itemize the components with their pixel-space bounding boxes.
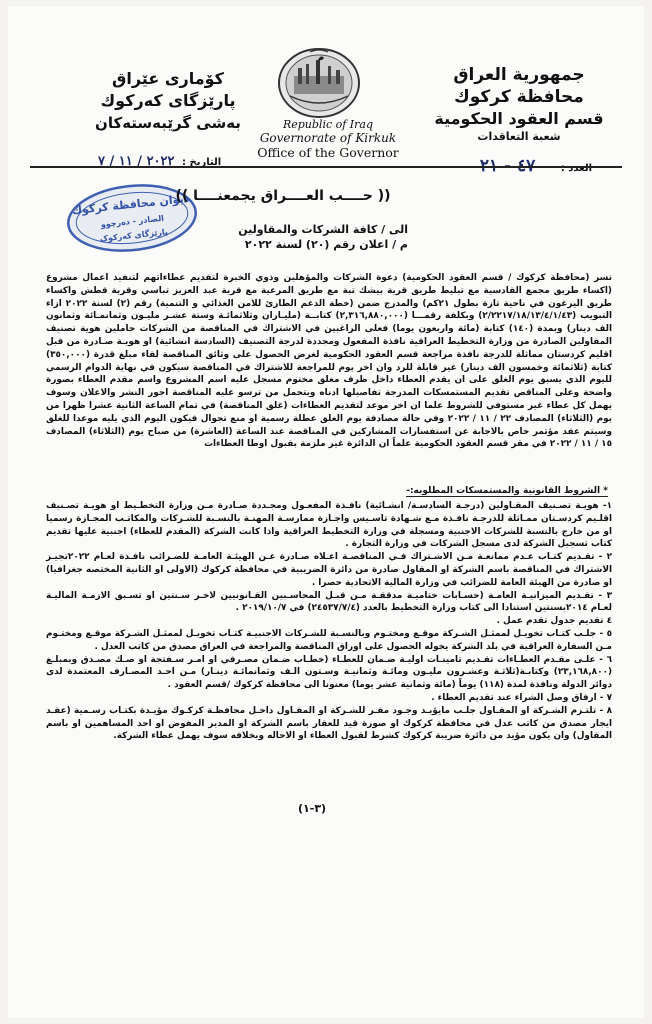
number-value: ٤٧ - ٢١ [479, 156, 536, 176]
letterhead-ku-department: بەشی گرێبەستەكان [95, 114, 241, 132]
letterhead-ar-department: قسم العقود الحكومية [434, 109, 604, 128]
english-letterhead [248, 118, 408, 161]
letterhead-en-country: Republic of Iraq [282, 118, 374, 131]
conditions-list [46, 500, 612, 743]
condition-item: ١- هويـة تصـنيف المقـاولين (درجـة السادسـة/ انشـائية) نافـذة المفعـول ومجـددة صـادرة مـن وزارة التخطـيط او هويـة تصـنيف اقلـيم كردسـتان ممـاثلة للدرجـة نافـذة مـع شـهادة تاسـيس واجـازة ممارسـة المهنـة بالنسـبة للشـركات والمكاتـب المجـازة رسميا او من خارج بالنسبة للشركات الاجنبية ومسجلة في وزارة التخطيط العراقية واذا كانت الشركة (المقدم للعطاء) اجنبية عليها تقديم كتاب تسجيل الشركة لدى مسجل الشركات في وزارة التجارة . [46, 501, 612, 550]
arabic-letterhead [424, 64, 614, 144]
kurdish-letterhead [88, 68, 248, 134]
kirkuk-emblem-icon [276, 46, 362, 120]
stamp-line-3: پارێزگای کەرکوک [99, 227, 169, 244]
addressee-block [168, 222, 408, 252]
letterhead-ar-governorate: محافظة كركوك [454, 87, 584, 107]
condition-item: ٣ - تقـديم الميزانيـة العامـة (حسـابات ختاميـة مدققـة مـن قبـل المحاسـبين القـانونيين لاخـر سـنتين او تسـبق الازمـة الماليـة لعـام ٢٠١٤بسنتين استنادا الى كتاب وزارة التخطيط بالعدد (٢٤٥٣٧/٧/٤) في ٢٠١٩/١٠/٧ . [46, 590, 612, 614]
stamp-line-1: ديوان محافظة كركوك [71, 191, 190, 218]
condition-item: ٥ - جلـب كتـاب تخويـل لممثـل الشـركة موقـع ومختـوم وبالنسـبة للشـركات الاجنبيـة كتـاب تخويـل لممثـل الشـركة موقـع ومختـوم مـن السفارة العراقية في بلد الشركة يخوله الحصول على اوراق المناقصة والمراجعة في العراق مصدق من كاتب العدل . [46, 628, 612, 652]
letterhead-en-governorate: Governorate of Kirkuk [259, 131, 397, 145]
condition-item: ٦ - علـى مقـدم العطـاءات تقـديم تامينـات اوليـة ضـمان للعطـاء (خطـاب ضـمان مصـرفي او امـر سـفتجة او صـك مصـدق وبمبلـغ (٢٣,١٦٨,٨٠٠) وكتابـة(ثلاثـة وعشـرون مليـون ومائـة وثمانيـة وسـتون الـف وثمانمائـة دينـار) مـن احـد المصـارف المعتمدة لدى دوائر الدولة ونافذة لمدة (١١٨) يوماً (مائة وثمانية عشر يوما) معنونا الى محافظة كركوك /قسم العقود . [46, 654, 612, 691]
date-label: التاريخ : [182, 157, 222, 168]
subject-line: م / اعلان رقم (٢٠) لسنة ٢٠٢٢ [244, 238, 408, 251]
slogan-banner: (( حــــب العــــراق يجمعنــــا )) [175, 188, 391, 204]
letterhead-ku-governorate: پارێزگای كەركوك [100, 91, 236, 110]
document-page [8, 6, 644, 1018]
stamp-line-2: الصادر - دەرچوو [100, 213, 165, 230]
conditions-heading: * الشروط القانونية والمستمسكات المطلوبه:- [406, 486, 608, 496]
condition-item: ٤ تقديم جدول تقدم عمل . [496, 616, 612, 627]
letterhead-ku-country: كۆماری عێراق [112, 69, 224, 88]
letterhead-ar-country: جمهورية العراق [453, 65, 585, 85]
page-indicator: (٣-١) [298, 802, 327, 815]
intro-text: تسر (محافظة كركوك / قسم العقود الحكومية) دعوة الشركات والمؤهلين وذوي الخبرة لتقديم عطاءاتهم لتنفيذ اعمال مشروع (اكساء طريق مجمع القادسية مع تبليط طريق قرية بيشك تبة مع طريق المرعية مع قرية عبد العزيز تباسي وقرية قطش واكساء طريق اليرغون في ناحية تازة بطول ٢١كم) والمدرج ضمن (خطة الدعم الطارئ للامن الغذائي و التنمية) رقم (٢) لسنة ٢٠٢٢ ازاء التبويب (٢/٢٢١٧/١٨/١٣/٤/١/٤٣) وبكلفة رقمـــا (٢,٣١٦,٨٨٠,٠٠٠) كتابــة (مليـاران وثلاثمائـة وستة عشـر مليـون وثمانمـائة وثمانون الف دينار) وبمدة (١٤٠) كتابة (مائة واربعون يوما) فعلى الراغبين في الاشتراك في المناقصة من الشركات حاملين هوية تصنيف المقاولين الصادرة من وزارة التخطيط العراقية نافذة المفعول ومجددة لدرجة التصنيف (السادسة انشائية) او هويـة صـادرة من قبل اقليم كردستان مماثلة للدرجة نافذة مراجعة قسم العقود الحكومية لغرض الحصول على وثائق المناقصة لقاء مبلغ قدرة (٣٥٠,٠٠٠) كتابة (ثلاثمائة وخمسون الف دينار) غير قابلة للرد وان اخر يوم للمراجعة للاشتراك في المناقصة سيكون في نهاية الدوام الرسمي لليوم الذي يسبق يوم الغلق على ان يقدم العطاء داخل ظرف مغلق مختوم مسجل عليه اسم المشروع واسم مقدم العطاء بصورة واضحة وعلى المناقص تقديم المستمسكات المدرجة تفاصيلها ادناه ويتحمل من ترسو عليه المناقصة اجور النشر والاعلان وسوف يهمل كل عطاء غير مستوفي للشروط علما ان اخر موعد لتقديم العطاءات (غلق المناقصة) في تمام الساعة الثانية عشرا ظهرا من يوم (الثلاثاء) المصادف ٢٢ / ١١ / ٢٠٢٢ وفي حالة مصادفة يوم الغلق عطلة رسمية او منع تجوال فيكون اليوم الذي يليه موعدا للغلق وسيتم عقد مؤتمر خاص بالاجابة عن استفسارات المشاركين في المناقصة عند الساعة (العاشرة) من صباح يوم (الثلاثاء) المصادف ١٥ / ١١ / ٢٠٢٢ في مقر قسم العقود الحكومية علماً ان الدائرة غير ملزمة بقبول اوطا العطاءات [46, 273, 613, 450]
date-value: ٢٠٢٢ / ١١ / ٧ [98, 154, 175, 169]
condition-item: ٨ - تلتـزم الشـركة او المقـاول جلـب مايؤيـد وجـود مقـر للشـركة او المقـاول داخـل محافظـة كركـوك مؤيـدة بكتـاب رسـمية (عقـد ايجار مصدق من كاتب عدل في محافظة كركوك او صورة قيد للعقار باسم الشركة او المدير المفوض او احد المساهمين او باسم المقاول) وان يكون مؤيد من دائرة ضريبة كركوك كشرط لقبول العطاء او الاحاله وبخلافه سوف يهمل عطاء الشركة. [46, 705, 612, 742]
addressee-line: الى / كافة الشركات والمقاولين [238, 223, 408, 236]
header-divider [30, 166, 622, 168]
letterhead-en-office: Office of the Governor [257, 145, 399, 160]
condition-item: ٢ - تقـديم كتـاب عـدم ممانعـة مـن الاشـتراك فـي المناقصـة اعـلاه صـادرة عـن الهيئـة العامـة للضـرائب نافـذة لعـام ٢٠٢٢تجيـز الاشتراك في المناقصة باسم الشركة او المقاول صادرة من دائرة الضريبية في محافظة كركوك (الاولى او الثانية المختصه جغرافيا) او صادرة من الهيئة العامة للضرائب في وزارة المالية الاتحادية حصرا . [46, 552, 612, 588]
condition-item: ٧ - ارفاق وصل الشراء عند تقديم العطاء . [431, 692, 612, 703]
tender-announcement-paragraph [46, 272, 612, 451]
letterhead-ar-section: شعبة التعاقدات [477, 130, 561, 143]
number-label: العدد : [560, 163, 592, 174]
